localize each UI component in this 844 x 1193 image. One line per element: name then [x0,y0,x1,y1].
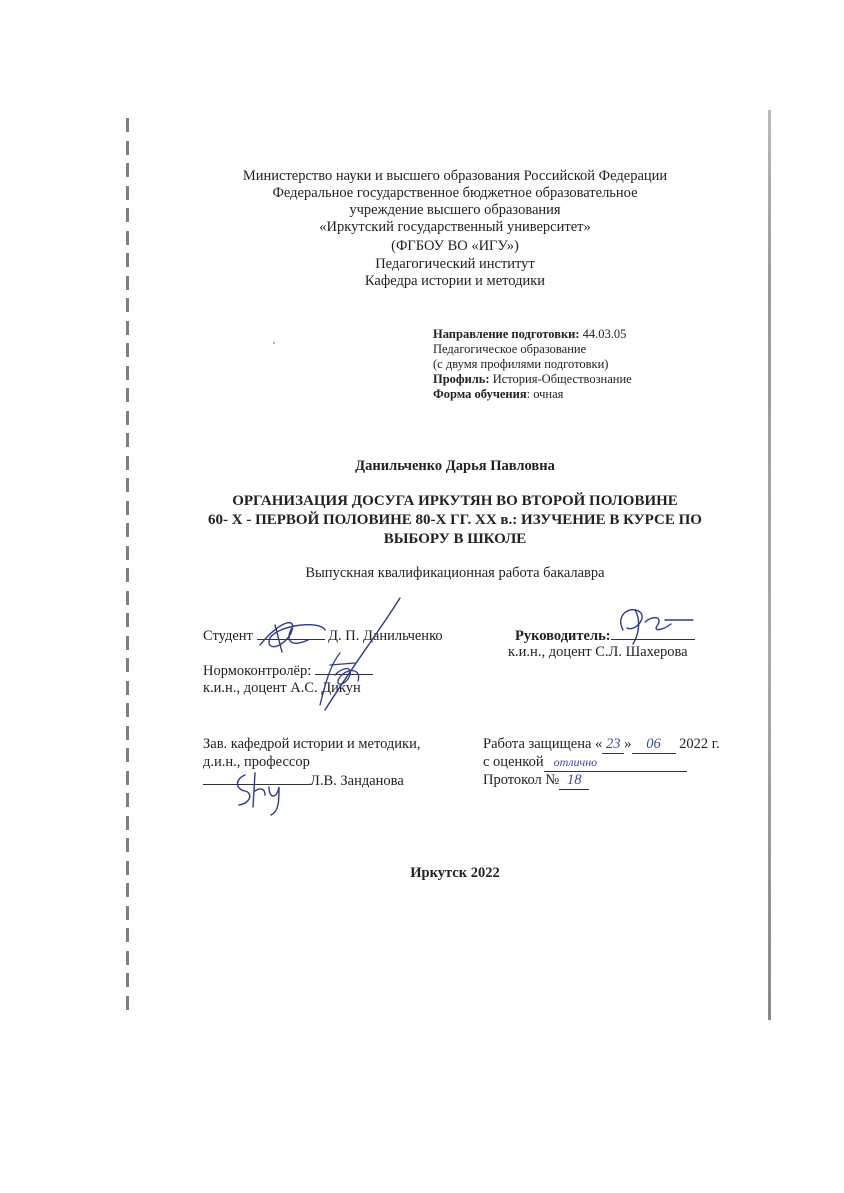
defense-line [483,736,720,754]
binding-mark [126,928,129,942]
institution-line-2: учреждение высшего образования [349,202,561,218]
binding-mark [126,411,129,425]
normcontrol-signature [300,635,390,715]
thesis-title-line-1: ОРГАНИЗАЦИЯ ДОСУГА ИРКУТЯН ВО ВТОРОЙ ПОЛОВИНЕ [232,493,678,509]
binding-mark [126,388,129,402]
head-signature [225,765,295,820]
form-label: Форма обучения [433,387,527,401]
binding-mark [126,681,129,695]
binding-mark [126,996,129,1010]
binding-mark [126,883,129,897]
defense-month: 06 [632,736,676,754]
binding-mark [126,748,129,762]
supervisor-name: к.и.н., доцент С.Л. Шахерова [508,644,688,660]
binding-mark [126,118,129,132]
profile-value: История-Обществознание [489,372,632,386]
binding-mark [126,951,129,965]
protocol-value: 18 [559,772,589,790]
binding-mark [126,366,129,380]
direction-line-2: Педагогическое образование [433,342,587,356]
profile-label: Профиль: [433,372,490,386]
thesis-title-line-2: 60- Х - ПЕРВОЙ ПОЛОВИНЕ 80-Х ГГ. ХХ в.: ИЗУЧЕНИЕ В КУРСЕ ПО [208,512,702,528]
binding-mark [126,613,129,627]
binding-mark [126,141,129,155]
normcontrol-label: Нормоконтролёр: [203,663,312,679]
defense-year: 2022 г. [679,736,720,752]
direction-line-3: (с двумя профилями подготовки) [433,357,609,371]
author-name: Данильченко Дарья Павловна [355,458,555,474]
binding-mark [126,298,129,312]
binding-mark [126,658,129,672]
form-line [433,387,563,402]
binding-mark [126,591,129,605]
head-line-1: Зав. кафедрой истории и методики, [203,736,421,752]
supervisor-signature [605,600,695,650]
head-name: Л.В. Занданова [310,773,404,789]
thesis-title-line-3: ВЫБОРУ В ШКОЛЕ [383,531,527,547]
binding-mark [126,478,129,492]
scan-speck [273,342,275,344]
ministry-line: Министерство науки и высшего образования Российской Федерации [242,168,668,184]
binding-mark [126,838,129,852]
grade-value: отлично [544,754,687,772]
binding-mark [126,793,129,807]
binding-mark [126,816,129,830]
protocol-label: Протокол № [483,772,560,788]
student-label: Студент [203,628,253,644]
university-name: «Иркутский государственный университет» [319,219,591,235]
binding-mark [126,636,129,650]
direction-value: 44.03.05 [579,327,627,341]
supervisor-label: Руководитель: [515,628,611,644]
binding-mark [126,343,129,357]
binding-mark [126,703,129,717]
defense-prefix: Работа защищена « [483,736,603,752]
defense-day: 23 [602,736,624,754]
binding-mark [126,433,129,447]
binding-mark [126,321,129,335]
work-type: Выпускная квалификационная работа бакалавра [305,565,605,581]
city-year: Иркутск 2022 [410,865,500,881]
direction-label: Направление подготовки: [433,327,580,341]
binding-mark [126,771,129,785]
binding-mark [126,906,129,920]
protocol-line [483,772,589,790]
student-name: Д. П. Данильченко [328,628,443,644]
institute-name: Педагогический институт [375,256,535,272]
direction-line [433,327,626,342]
binding-mark [126,726,129,740]
head-line-2: д.и.н., профессор [203,754,310,770]
university-abbr: (ФГБОУ ВО «ИГУ») [391,238,519,254]
normcontrol-name: к.и.н., доцент А.С. Дикун [203,680,361,696]
grade-label: с оценкой [483,754,544,770]
grade-line [483,754,687,772]
binding-mark [126,973,129,987]
profile-line [433,372,632,387]
form-value: : очная [526,387,564,401]
defense-sep: » [624,736,632,752]
department-name: Кафедра истории и методики [364,273,546,289]
institution-line: Федеральное государственное бюджетное образовательное [272,185,638,201]
